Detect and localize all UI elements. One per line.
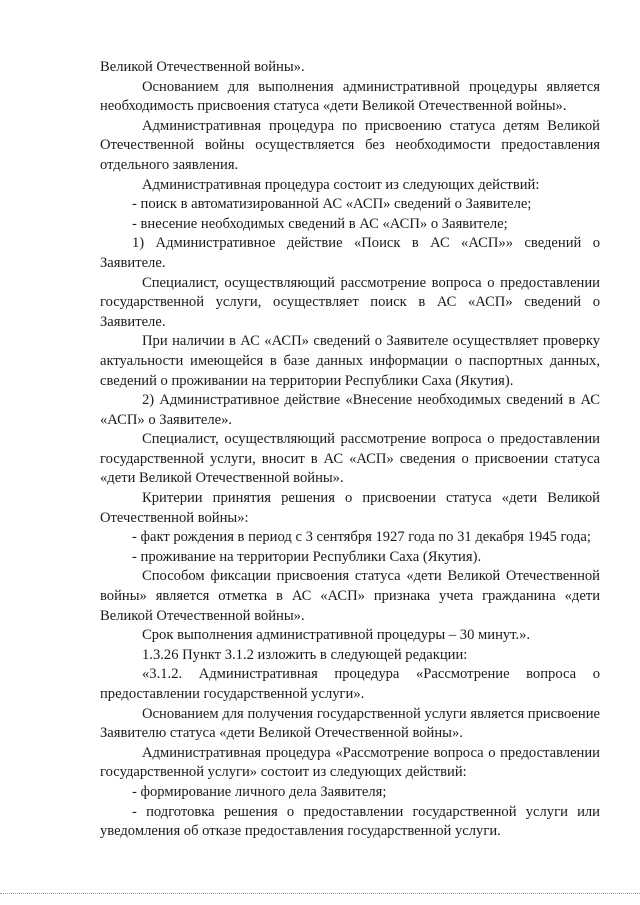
- paragraph: Основанием для получения государственной услуги является присвоение Заявителю статуса «дети Великой Отечественной войны».: [100, 705, 600, 742]
- paragraph: 1) Административное действие «Поиск в АС «АСП»» сведений о Заявителе.: [100, 235, 600, 271]
- paragraph: Административная процедура «Рассмотрение вопроса о предоставлении государственной услуги» состоит из следующих действий:: [100, 744, 600, 781]
- paragraph: Специалист, осуществляющий рассмотрение вопроса о предоставлении государственной услуги, вносит в АС «АСП» сведения о присвоении статуса «дети Великой Отечественной войны».: [100, 431, 600, 487]
- paragraph: Способом фиксации присвоения статуса «дети Великой Отечественной войны» является отметка в АС «АСП» признака учета гражданина «дети Великой Отечественной войны».: [100, 568, 600, 624]
- paragraph: Административная процедура состоит из следующих действий:: [142, 176, 540, 193]
- paragraph: Критерии принятия решения о присвоении статуса «дети Великой Отечественной войны»:: [100, 490, 600, 526]
- paragraph: Основанием для выполнения административной процедуры является необходимость присвоения статуса «дети Великой Отечественной войны».: [100, 78, 600, 115]
- document-body: [100, 58, 600, 842]
- page-bottom-edge: [0, 893, 640, 894]
- list-item: - поиск в автоматизированной АС «АСП» сведений о Заявителе;: [132, 196, 532, 213]
- list-item: - формирование личного дела Заявителя;: [132, 783, 387, 800]
- paragraph: Срок выполнения административной процедуры – 30 минут.».: [142, 627, 531, 644]
- paragraph: Административная процедура по присвоению статуса детям Великой Отечественной войны осуществляется без необходимости предоставления отдельного заявления.: [100, 117, 600, 173]
- list-item: - внесение необходимых сведений в АС «АСП» о Заявителе;: [132, 215, 508, 232]
- paragraph: «3.1.2. Административная процедура «Рассмотрение вопроса о предоставлении государственной услуги».: [100, 666, 600, 702]
- list-item: - подготовка решения о предоставлении государственной услуги или уведомления об отказе предоставления государственной услуги.: [100, 803, 600, 840]
- list-item: - проживание на территории Республики Саха (Якутия).: [132, 548, 482, 565]
- paragraph: Специалист, осуществляющий рассмотрение вопроса о предоставлении государственной услуги, осуществляет поиск в АС «АСП» сведений о Заявителе.: [100, 274, 600, 330]
- paragraph: Великой Отечественной войны».: [100, 59, 305, 75]
- paragraph: 2) Административное действие «Внесение необходимых сведений в АС «АСП» о Заявителе».: [100, 392, 600, 428]
- paragraph: При наличии в АС «АСП» сведений о Заявителе осуществляет проверку актуальности имеющейся в базе данных информации о паспортных данных, сведений о проживании на территории Республики Саха (Якутия).: [100, 333, 600, 389]
- paragraph: 1.3.26 Пункт 3.1.2 изложить в следующей редакции:: [142, 646, 468, 663]
- list-item: - факт рождения в период с 3 сентября 1927 года по 31 декабря 1945 года;: [132, 529, 591, 546]
